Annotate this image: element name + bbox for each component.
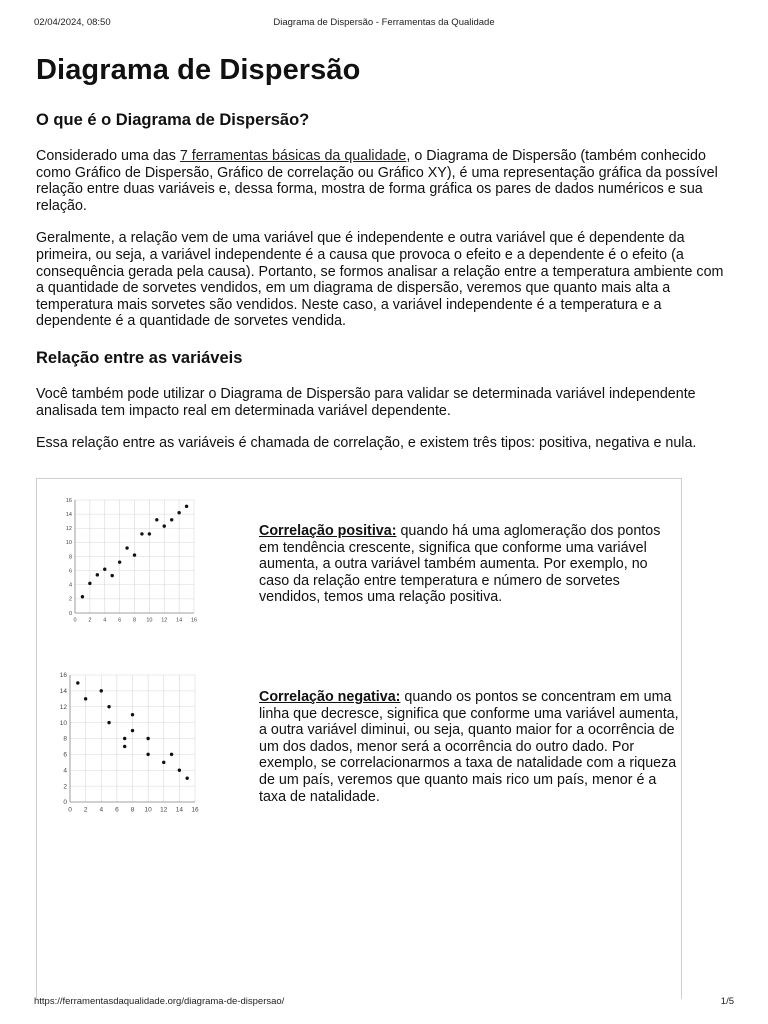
y-tick-label: 16: [65, 497, 72, 504]
x-tick-label: 2: [88, 617, 92, 624]
data-point: [178, 769, 181, 772]
article: [36, 50, 730, 452]
y-tick-label: 14: [65, 511, 72, 518]
data-point: [146, 753, 149, 756]
page-title: Diagrama de Dispersão: [36, 54, 361, 86]
positive-correlation-term: Correlação positiva:: [259, 523, 397, 539]
y-tick-label: 4: [68, 582, 72, 589]
negative-scatter-svg: [55, 669, 201, 817]
print-footer: [34, 996, 734, 1008]
print-header: [34, 17, 734, 29]
x-tick-label: 8: [130, 806, 135, 814]
y-tick-label: 2: [63, 783, 67, 791]
section-heading-relation: Relação entre as variáveis: [36, 348, 243, 367]
negative-scatter-chart: [55, 669, 201, 817]
data-point: [118, 560, 121, 563]
data-point: [148, 532, 151, 535]
data-point: [125, 546, 128, 549]
intro-text-start: Considerado uma das: [36, 148, 180, 164]
data-point: [185, 776, 188, 779]
y-tick-label: 10: [59, 719, 67, 727]
positive-scatter-chart: [61, 495, 201, 627]
variables-paragraph: Geralmente, a relação vem de uma variável que é independente e outra variável que é dependente da primeira, ou seja, a variável independente é a causa que provoca o efeito e a dependente é o efeito (a consequência gerada pela causa). Portanto, se formos analisar a relação entre a temperatura ambiente com a quantidade de sorvetes vendidos, em um diagrama de dispersão, veremos que quanto mais alta a temperatura mais sorvetes são vendidos. Neste caso, a variável independente é a temperatura e a dependente é a quantidade de sorvetes vendida.: [36, 230, 724, 330]
intro-text-end: , o Diagrama de Dispersão (também conhecido como Gráfico de Dispersão, Gráfico de correlação ou Gráfico XY), é uma representação gráfica da possível relação entre duas variáveis e, dessa forma, mostra de forma gráfica os pares de dados numéricos e sua relação.: [36, 148, 718, 214]
data-point: [81, 595, 84, 598]
data-point: [170, 753, 173, 756]
data-point: [100, 689, 103, 692]
y-tick-label: 2: [68, 596, 72, 603]
x-tick-label: 6: [118, 617, 122, 624]
y-tick-label: 0: [63, 799, 67, 807]
x-tick-label: 14: [175, 806, 183, 814]
data-point: [96, 573, 99, 576]
data-point: [163, 524, 166, 527]
data-point: [170, 518, 173, 521]
x-tick-label: 12: [160, 806, 168, 814]
section-heading-what-is: O que é o Diagrama de Dispersão?: [36, 111, 310, 129]
x-tick-label: 16: [190, 617, 198, 624]
x-tick-label: 2: [83, 806, 88, 814]
x-tick-label: 4: [103, 617, 107, 624]
data-point: [185, 505, 188, 508]
intro-paragraph: [36, 148, 730, 214]
print-page-title: Diagrama de Dispersão - Ferramentas da Qualidade: [273, 17, 495, 28]
y-tick-label: 6: [68, 568, 72, 575]
x-tick-label: 0: [73, 617, 77, 624]
positive-scatter-svg: [61, 495, 201, 627]
x-tick-label: 4: [99, 806, 104, 814]
y-tick-label: 16: [59, 672, 67, 680]
positive-correlation-description: [259, 523, 679, 606]
x-tick-label: 0: [68, 806, 72, 814]
negative-correlation-term: Correlação negativa:: [259, 689, 401, 705]
basic-tools-link[interactable]: 7 ferramentas básicas da qualidade: [179, 148, 407, 164]
negative-correlation-text: quando os pontos se concentram em uma linha que decresce, significa que conforme uma variável aumenta, a outra variável diminui, ou seja, quanto maior for a ocorrência de um dos dados, menor será a ocorrência do outro dado. Por exemplo, se correlacionarmos a taxa de natalidade com a riqueza de um país, veremos que quanto mais rico um país, menor é a taxa de natalidade.: [259, 689, 679, 805]
print-url: https://ferramentasdaqualidade.org/diagrama-de-dispersao/: [34, 996, 285, 1007]
x-tick-label: 8: [132, 617, 137, 624]
y-tick-label: 8: [63, 735, 67, 743]
data-point: [110, 574, 113, 577]
data-point: [131, 713, 134, 716]
correlation-examples-box: [36, 478, 682, 999]
data-point: [155, 518, 158, 521]
data-point: [146, 737, 149, 740]
correlation-types-paragraph: Essa relação entre as variáveis é chamada de correlação, e existem três tipos: positiva, negativa e nula.: [36, 435, 697, 452]
validation-paragraph: Você também pode utilizar o Diagrama de Dispersão para validar se determinada variável independente analisada tem impacto real em determinada variável dependente.: [36, 385, 696, 419]
data-point: [107, 705, 110, 708]
y-tick-label: 12: [65, 526, 72, 533]
data-point: [84, 697, 87, 700]
x-tick-label: 10: [146, 617, 153, 624]
y-tick-label: 10: [65, 540, 72, 547]
x-tick-label: 10: [144, 806, 152, 814]
data-point: [177, 511, 180, 514]
data-point: [107, 721, 110, 724]
x-tick-label: 6: [115, 806, 119, 814]
y-tick-label: 4: [63, 767, 67, 775]
positive-correlation-text: quando há uma aglomeração dos pontos em tendência crescente, significa que conforme uma variável aumenta, a outra variável também aumenta. Por exemplo, no caso da relação entre temperatura e número de sorvetes vendidos, temos uma relação positiva.: [259, 523, 661, 606]
data-point: [88, 582, 91, 585]
print-datetime: 02/04/2024, 08:50: [34, 17, 111, 28]
y-tick-label: 14: [59, 688, 67, 696]
print-page-number: 1/5: [720, 996, 734, 1007]
data-point: [76, 681, 79, 684]
data-point: [123, 745, 126, 748]
data-point: [140, 532, 143, 535]
data-point: [131, 729, 134, 732]
negative-correlation-description: [259, 689, 679, 805]
data-point: [133, 553, 136, 556]
x-tick-label: 12: [161, 617, 168, 624]
y-tick-label: 6: [63, 751, 67, 759]
y-tick-label: 8: [68, 554, 72, 561]
x-tick-label: 14: [176, 617, 183, 624]
data-point: [162, 761, 165, 764]
y-tick-label: 0: [68, 610, 72, 617]
data-point: [103, 568, 106, 571]
x-tick-label: 16: [191, 806, 199, 814]
data-point: [123, 737, 126, 740]
y-tick-label: 12: [59, 703, 67, 711]
